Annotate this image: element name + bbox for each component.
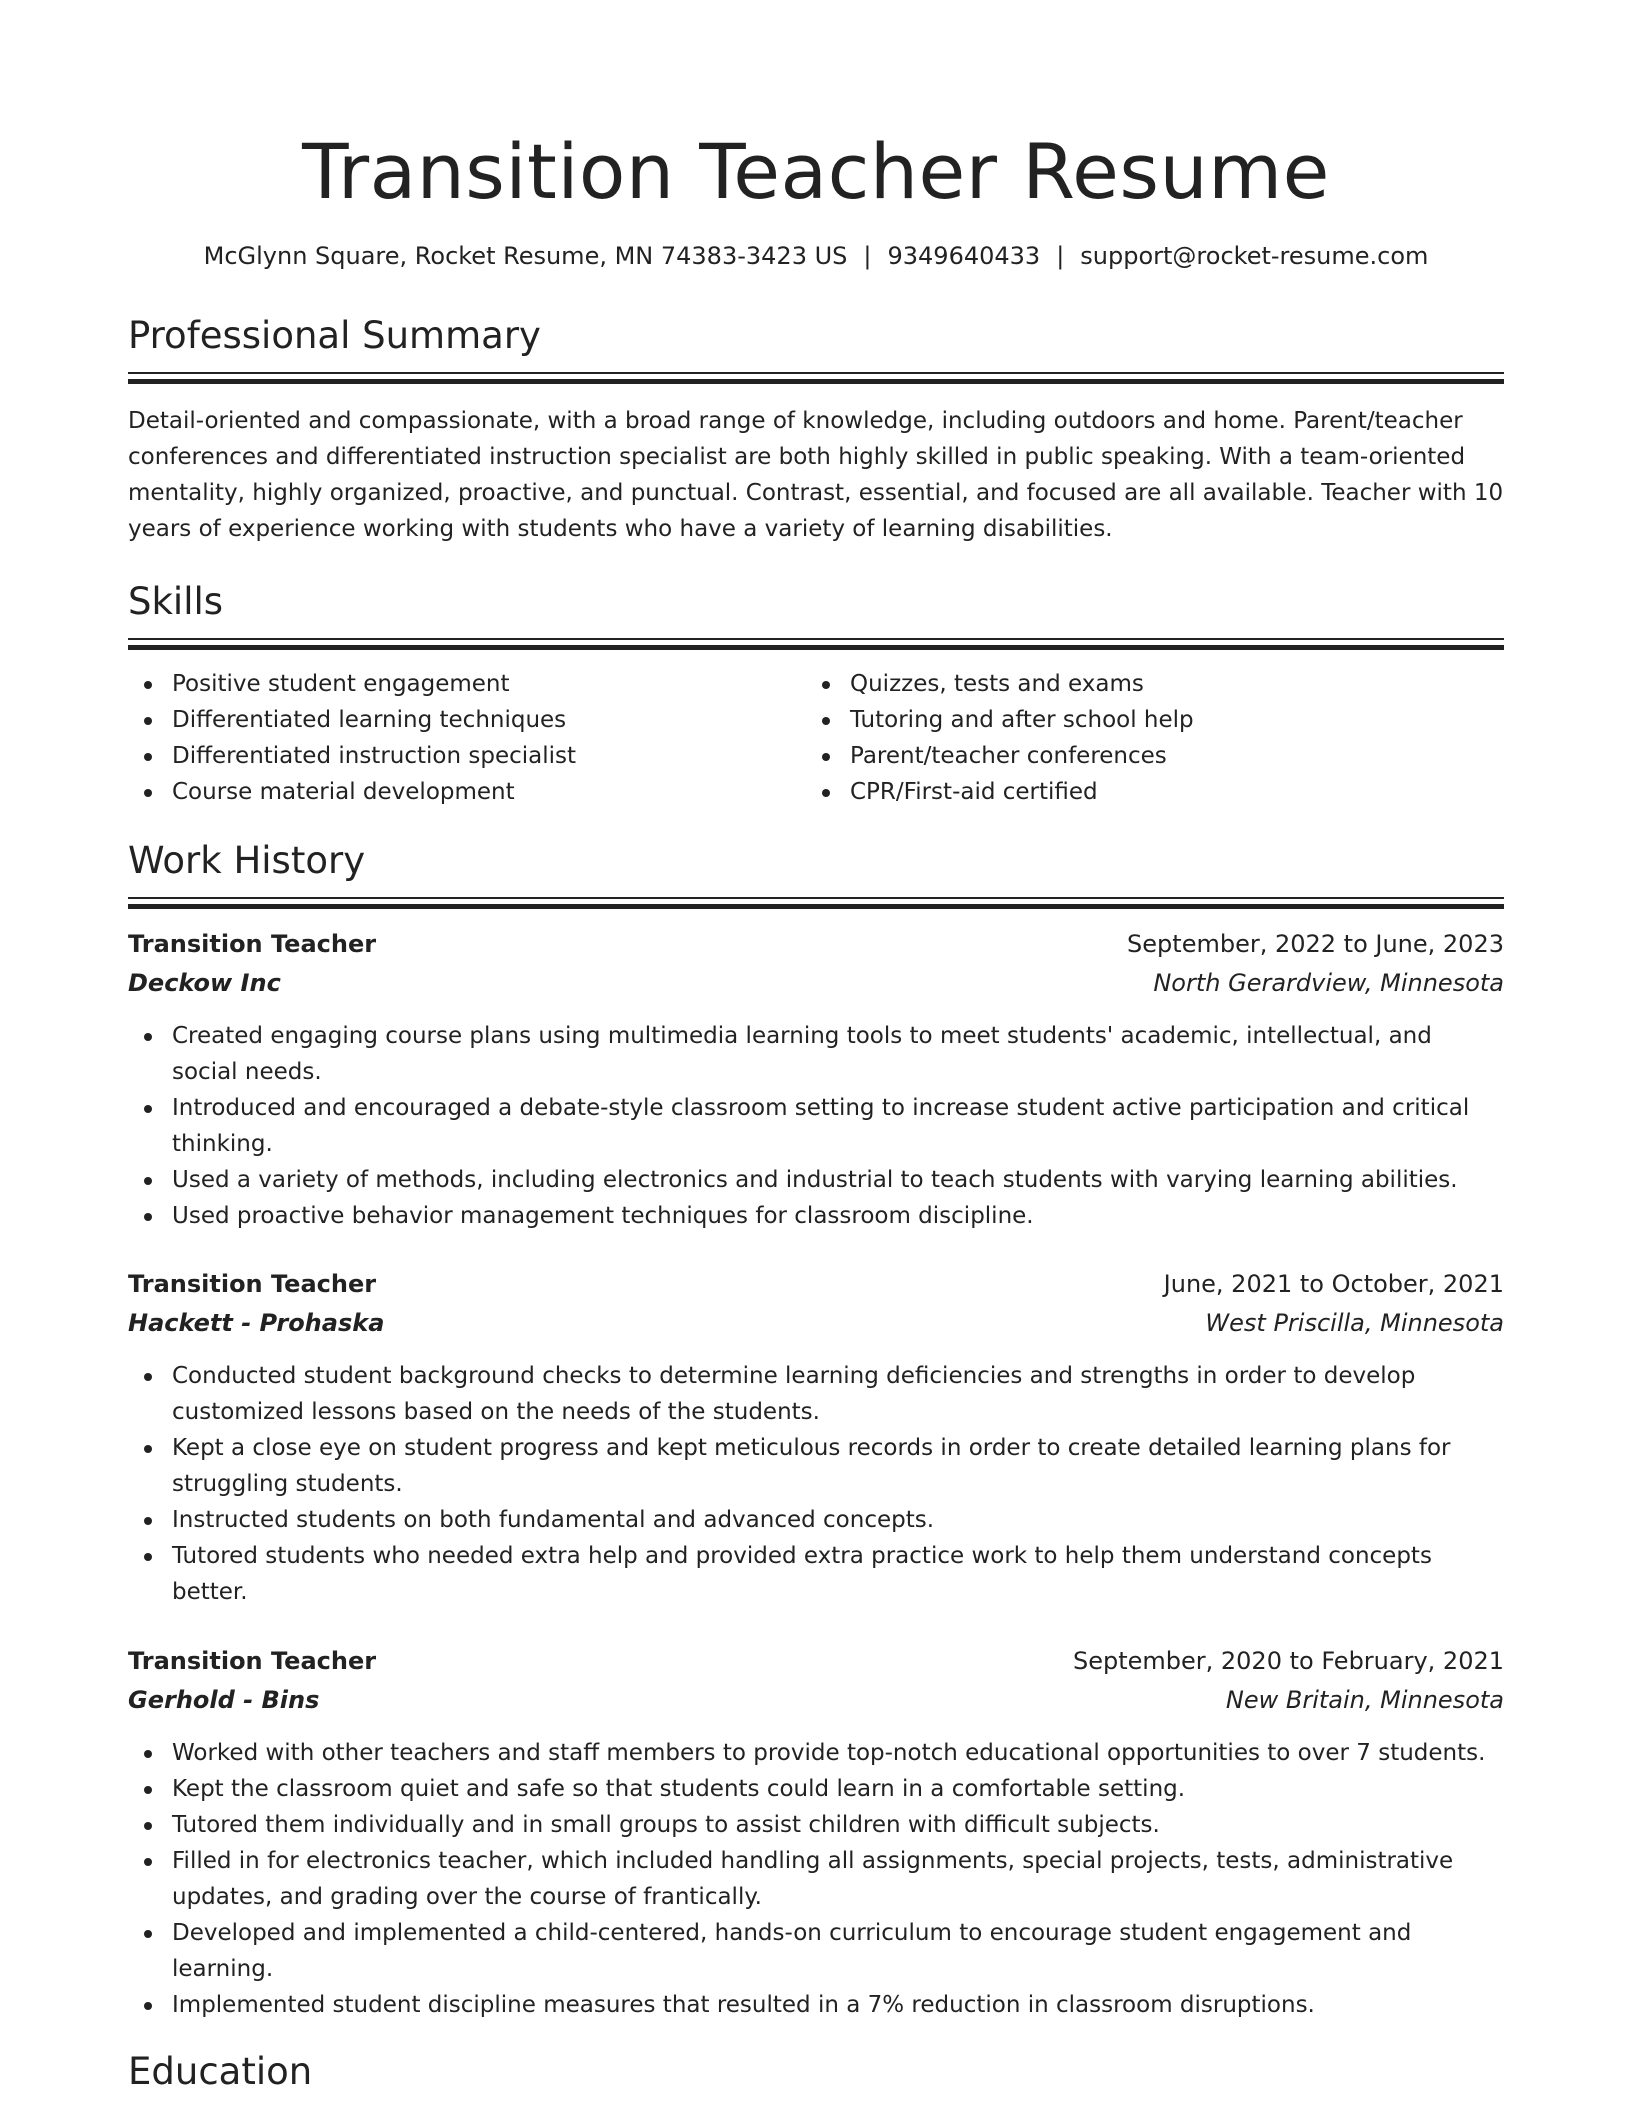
contact-line (128, 240, 1504, 272)
contact-separator: | (1056, 242, 1065, 270)
job-bullets (128, 1735, 1504, 2023)
summary-text: Detail-oriented and compassionate, with a broad range of knowledge, including outdoors and home. Parent/teacher conferences and differentiated instruction specialist are both highly skilled in public speaking. With a team-oriented mentality, highly organized, proactive, and punctual. Contrast, essential, and focused are all available. Teacher with 10 years of experience working with students who have a variety of learning disabilities. (128, 408, 1504, 542)
job-dates: September, 2022 to June, 2023 (1127, 930, 1504, 958)
job-title: Transition Teacher (128, 1647, 377, 1675)
job-bullet: Introduced and encouraged a debate-style classroom setting to increase student active participation and critical thinking. (172, 1090, 1504, 1162)
skills-section (128, 579, 1504, 650)
job-location: New Britain, Minnesota (1225, 1686, 1504, 1714)
company-name: Gerhold - Bins (128, 1686, 320, 1714)
job-bullet: Tutored them individually and in small groups to assist children with difficult subjects. (172, 1807, 1504, 1843)
job-subheader (128, 965, 1504, 1004)
skills-column-right (806, 666, 1484, 810)
section-rule (128, 638, 1504, 640)
section-heading: Professional Summary (128, 314, 541, 357)
job-header (128, 926, 1504, 965)
section-heading: Education (128, 2050, 313, 2093)
job-location: West Priscilla, Minnesota (1205, 1309, 1504, 1337)
job-header (128, 1266, 1504, 1305)
summary-section (128, 313, 1504, 384)
job-entry (128, 1643, 1504, 2023)
job-entry (128, 1266, 1504, 1610)
job-bullet: Used a variety of methods, including electronics and industrial to teach students with varying learning abilities. (172, 1162, 1504, 1198)
job-bullet: Conducted student background checks to determine learning deficiencies and strengths in order to develop customized lessons based on the needs of the students. (172, 1358, 1504, 1430)
skills-list (128, 666, 1504, 810)
skill-item: Differentiated instruction specialist (172, 738, 806, 774)
resume-title: Transition Teacher Resume (302, 127, 1330, 216)
job-header (128, 1643, 1504, 1682)
job-dates: June, 2021 to October, 2021 (1163, 1270, 1504, 1298)
work-section (128, 838, 1504, 909)
company-name: Deckow Inc (128, 969, 281, 997)
section-rule-thick (128, 904, 1504, 909)
job-title: Transition Teacher (128, 930, 377, 958)
section-rule-thick (128, 645, 1504, 650)
section-rule (128, 897, 1504, 899)
job-bullet: Kept a close eye on student progress and kept meticulous records in order to create detailed learning plans for struggling students. (172, 1430, 1504, 1502)
job-bullet: Implemented student discipline measures that resulted in a 7% reduction in classroom disruptions. (172, 1987, 1504, 2023)
section-heading: Skills (128, 580, 224, 623)
job-location: North Gerardview, Minnesota (1153, 969, 1504, 997)
email-link[interactable]: support@rocket-resume.com (1080, 242, 1429, 270)
job-subheader (128, 1305, 1504, 1344)
job-entry (128, 926, 1504, 1234)
section-rule-thick (128, 379, 1504, 384)
job-bullet: Tutored students who needed extra help and provided extra practice work to help them understand concepts better. (172, 1538, 1504, 1610)
address: McGlynn Square, Rocket Resume, MN 74383-3423 US (203, 242, 848, 270)
skill-item: Parent/teacher conferences (850, 738, 1484, 774)
job-bullet: Developed and implemented a child-centered, hands-on curriculum to encourage student engagement and learning. (172, 1915, 1504, 1987)
section-rule (128, 372, 1504, 374)
company-name: Hackett - Prohaska (128, 1309, 385, 1337)
job-bullets (128, 1358, 1504, 1610)
job-dates: September, 2020 to February, 2021 (1072, 1647, 1504, 1675)
job-bullet: Kept the classroom quiet and safe so that students could learn in a comfortable setting. (172, 1771, 1504, 1807)
job-title: Transition Teacher (128, 1270, 377, 1298)
skill-item: Positive student engagement (172, 666, 806, 702)
phone: 9349640433 (887, 242, 1041, 270)
skill-item: Course material development (172, 774, 806, 810)
education-section (128, 2049, 1504, 2095)
skill-item: CPR/First-aid certified (850, 774, 1484, 810)
section-heading: Work History (128, 839, 366, 882)
job-bullet: Instructed students on both fundamental and advanced concepts. (172, 1502, 1504, 1538)
job-bullet: Created engaging course plans using multimedia learning tools to meet students' academic, intellectual, and social needs. (172, 1018, 1504, 1090)
skills-column-left (128, 666, 806, 810)
skill-item: Differentiated learning techniques (172, 702, 806, 738)
job-bullet: Used proactive behavior management techniques for classroom discipline. (172, 1198, 1504, 1234)
job-bullet: Filled in for electronics teacher, which included handling all assignments, special projects, tests, administrative updates, and grading over the course of frantically. (172, 1843, 1504, 1915)
skill-item: Quizzes, tests and exams (850, 666, 1484, 702)
job-subheader (128, 1682, 1504, 1721)
contact-separator: | (863, 242, 872, 270)
skill-item: Tutoring and after school help (850, 702, 1484, 738)
job-bullets (128, 1018, 1504, 1234)
job-bullet: Worked with other teachers and staff members to provide top-notch educational opportunities to over 7 students. (172, 1735, 1504, 1771)
